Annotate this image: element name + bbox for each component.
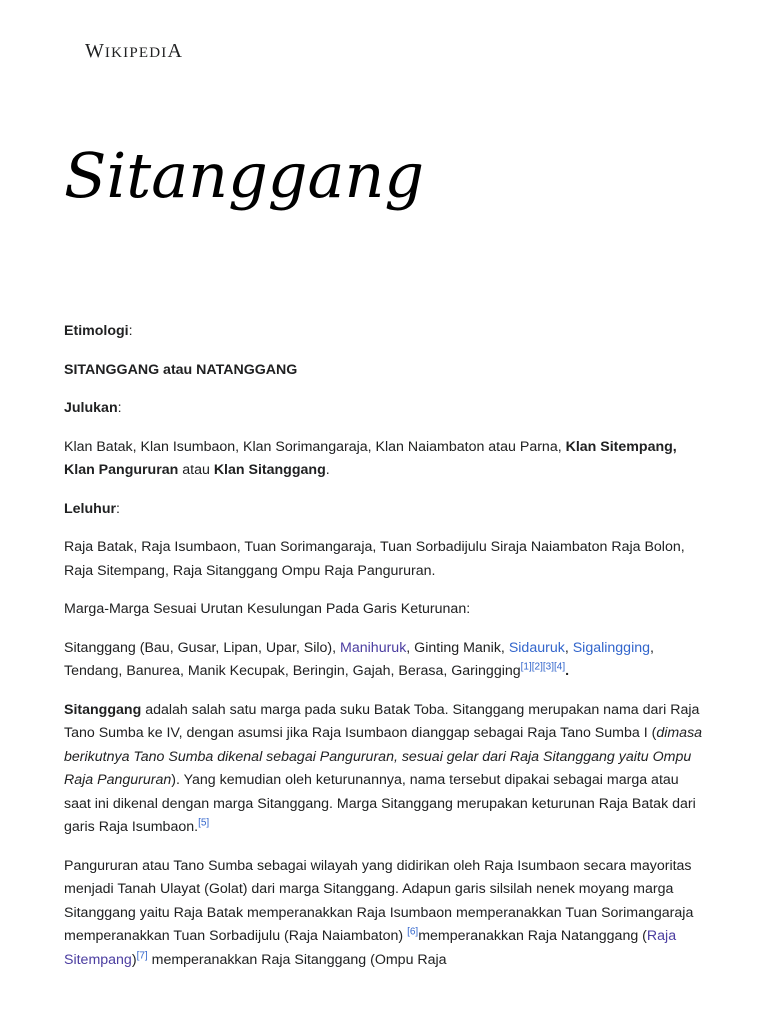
colon: : [128, 323, 133, 339]
comma: , [564, 639, 573, 656]
wikipedia-wordmark[interactable] [85, 40, 183, 63]
intro-text-2: ). Yang kemudian oleh keturunannya, nama tersebut dipakai sebagai marga atau saat ini dikenal dengan marga Sitanggang. Marga Sitanggang merupakan keturunan Raja Batak dari garis Raja Isumbaon. [64, 772, 696, 835]
lineage-text-1: Pangururan atau Tano Sumba sebagai wilayah yang didirikan oleh Raja Isumbaon secara mayoritas menjadi Tanah Ulayat (Golat) dari marga Sitanggang. Adapun garis silsilah nenek moyang marga Sitanggang yaitu Raja Batak memperanakkan Raja Isumbaon memperanakkan Tuan Sorimangaraja memperanakkan Tuan Sorbadijulu (Raja Naiambaton) [64, 857, 694, 944]
intro-text-1: adalah salah satu marga pada suku Batak Toba. Sitanggang merupakan nama dari Raja Tano Sumba ke IV, dengan asumsi jika Raja Isumbaon dianggap sebagai Raja Tano Sumba I ( [64, 701, 700, 741]
intro-italic: dimasa berikutnya Tano Sumba dikenal sebagai Pangururan, sesuai gelar dari Raja Sitanggang yaitu Ompu Raja Pangururan [64, 725, 703, 788]
julukan-label: Julukan [64, 400, 118, 416]
ref-group [521, 661, 566, 672]
link-sidauruk[interactable]: Sidauruk [508, 639, 565, 656]
julukan-paragraph [64, 436, 704, 483]
ref-7-link[interactable]: [7] [136, 949, 148, 961]
marga-mid: , Ginting Manik, [406, 639, 509, 656]
ref-4-link[interactable]: [4] [554, 661, 566, 673]
ref-7 [137, 950, 148, 961]
etimologi-label: Etimologi [64, 323, 129, 339]
wordmark-first: W [85, 40, 105, 62]
period: . [565, 663, 570, 679]
ref-5-link[interactable]: [5] [198, 817, 210, 829]
wordmark-last: A [167, 40, 183, 62]
julukan-text: Klan Batak, Klan Isumbaon, Klan Sorimangaraja, Klan Naiambaton atau Parna, [64, 438, 566, 455]
colon: : [116, 500, 120, 517]
ref-1-link[interactable]: [1] [520, 661, 532, 673]
julukan-bold-1: Klan Sitempang, Klan Pangururan [64, 438, 677, 478]
intro-paragraph [64, 699, 704, 840]
marga-paragraph [64, 637, 704, 684]
etimologi-value-text: SITANGGANG atau NATANGGANG [64, 361, 298, 378]
etimologi-line [64, 320, 704, 344]
lineage-text-3: memperanakkan Raja Sitanggang (Ompu Raja [147, 951, 447, 968]
link-sigalingging[interactable]: Sigalingging [572, 639, 651, 656]
wordmark-middle: IKIPEDI [104, 45, 168, 61]
lineage-paragraph [64, 855, 704, 973]
marga-heading: Marga-Marga Sesuai Urutan Kesulungan Pada Garis Keturunan: [64, 601, 471, 617]
leluhur-label: Leluhur [64, 500, 117, 517]
link-raja-sitempang[interactable]: Raja Sitempang [64, 928, 677, 968]
marga-end: , Tendang, Banurea, Manik Kecupak, Beringin, Gajah, Berasa, Garingging [64, 639, 654, 679]
ref-6 [407, 926, 418, 937]
julukan-line [64, 397, 704, 421]
ref-3-link[interactable]: [3] [542, 661, 555, 673]
marga-start: Sitanggang (Bau, Gusar, Lipan, Upar, Silo), [64, 639, 341, 656]
colon: : [117, 400, 122, 416]
period: . [325, 462, 330, 478]
leluhur-paragraph: Raja Batak, Raja Isumbaon, Tuan Sorimangaraja, Tuan Sorbadijulu Siraja Naiambaton Raja Bolon, Raja Sitempang, Raja Sitanggang Ompu Raja Pangururan. [64, 539, 685, 579]
article-body [64, 320, 704, 987]
etimologi-value [64, 359, 704, 383]
ref-5 [198, 817, 209, 828]
leluhur-line [64, 498, 704, 522]
julukan-mid: atau [178, 462, 214, 478]
intro-bold-term: Sitanggang [64, 701, 142, 718]
julukan-bold-2: Klan Sitanggang [213, 462, 326, 478]
ref-6-link[interactable]: [6] [407, 926, 419, 938]
close-paren: ) [131, 951, 137, 968]
ref-2-link[interactable]: [2] [531, 661, 543, 673]
lineage-text-2: memperanakkan Raja Natanggang ( [418, 928, 647, 944]
link-manihuruk[interactable]: Manihuruk [340, 639, 407, 656]
page-title: Sitanggang [64, 139, 425, 212]
